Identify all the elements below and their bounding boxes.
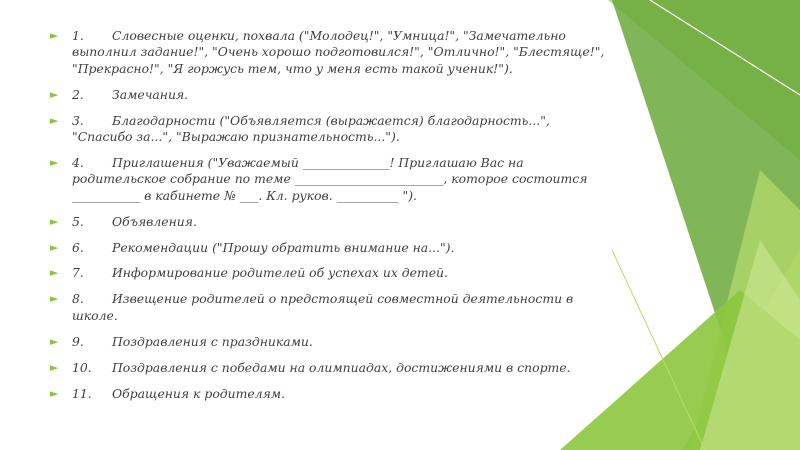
item-number: 8. <box>72 291 84 307</box>
item-number: 5. <box>72 213 84 229</box>
list-item <box>50 291 610 324</box>
list-item <box>50 386 610 402</box>
list-item <box>50 214 610 230</box>
item-text: Поздравления с праздниками. <box>112 333 313 349</box>
bullet-icon: ► <box>50 240 59 254</box>
list-item <box>50 87 610 103</box>
item-text: Информирование родителей об успехах их детей. <box>112 265 448 281</box>
item-number: 1. <box>72 28 84 43</box>
item-number: 9. <box>72 333 84 349</box>
list-item <box>50 360 610 376</box>
bullet-icon: ► <box>50 292 59 306</box>
item-text: Благодарности ("Объявляется (выражается) благодарность...", "Спасибо за...", "Выражаю признательность..."). <box>72 112 550 145</box>
item-text: Словесные оценки, похвала ("Молодец!", "Умница!", "Замечательно выполнил задание!", "Очень хорошо подготовился!", "Отлично!", "Блестяще!", "Прекрасно!", "Я горжусь тем, что у меня есть такой ученик!"). <box>72 28 605 76</box>
list-item <box>50 265 610 281</box>
item-number: 11. <box>72 385 92 401</box>
item-number: 2. <box>72 86 84 102</box>
item-text: Обращения к родителям. <box>112 385 286 401</box>
list-item <box>50 28 610 77</box>
item-number: 7. <box>72 265 84 281</box>
slide-content <box>50 28 610 411</box>
bullet-icon: ► <box>50 87 59 101</box>
item-text: Поздравления с победами на олимпиадах, достижениями в спорте. <box>112 359 571 375</box>
bullet-icon: ► <box>50 266 59 280</box>
bullet-icon: ► <box>50 386 59 400</box>
item-number: 10. <box>72 359 92 375</box>
bullet-icon: ► <box>50 155 59 169</box>
list-item <box>50 240 610 256</box>
bullet-icon: ► <box>50 113 59 127</box>
item-text: Замечания. <box>112 86 189 102</box>
bullet-icon: ► <box>50 29 59 42</box>
item-text: Объявления. <box>112 213 197 229</box>
item-number: 6. <box>72 239 84 255</box>
item-number: 3. <box>72 112 84 128</box>
list-item <box>50 113 610 146</box>
item-text: Приглашения ("Уважаемый ______________! Приглашаю Вас на родительское собрание по теме ________________________, которое состоится ___________ в кабинете № ___. Кл. руков. __________ "). <box>72 154 588 203</box>
bullet-icon: ► <box>50 214 59 228</box>
bullet-icon: ► <box>50 360 59 374</box>
bullet-icon: ► <box>50 334 59 348</box>
item-text: Рекомендации ("Прошу обратить внимание на..."). <box>112 239 455 255</box>
item-text: Извещение родителей о предстоящей совместной деятельности в школе. <box>72 291 574 323</box>
item-number: 4. <box>72 154 84 170</box>
list-item <box>50 155 610 204</box>
list-item <box>50 334 610 350</box>
